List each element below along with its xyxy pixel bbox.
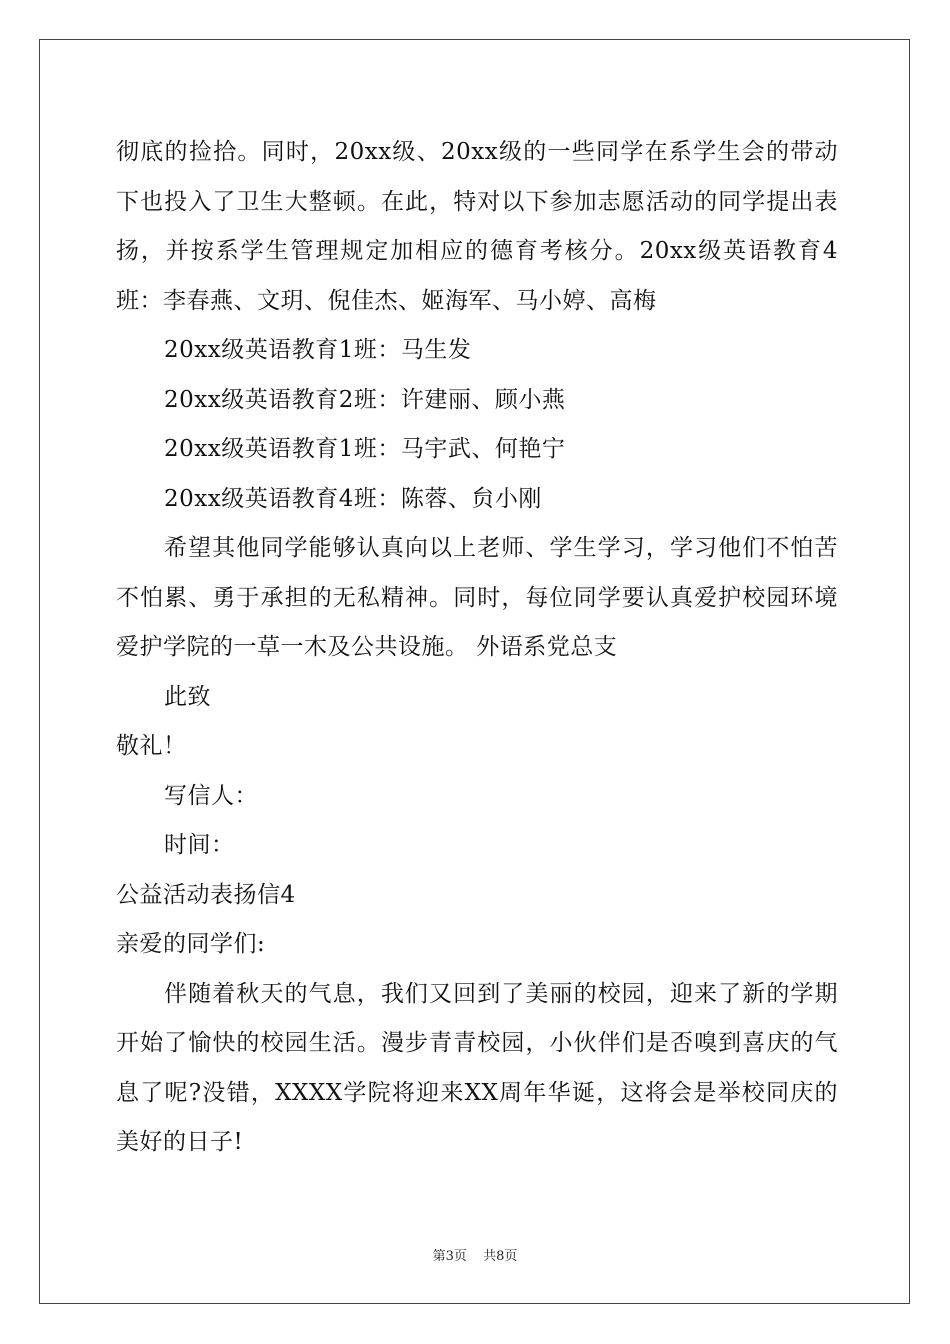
- class-list-line: 20xx级英语教育4班：陈蓉、贠小刚: [164, 485, 542, 512]
- closing-regards: 敬礼！: [116, 733, 187, 759]
- paragraph-line: 希望其他同学能够认真向以上老师、学生学习，学习他们不怕苦: [164, 535, 838, 561]
- paragraph-line: 下也投入了卫生大整顿。在此，特对以下参加志愿活动的同学提出表: [116, 188, 838, 215]
- paragraph-line: 开始了愉快的校园生活。漫步青青校园，小伙伴们是否嗅到喜庆的气: [116, 1030, 838, 1056]
- paragraph-line: 美好的日子!: [116, 1129, 244, 1155]
- class-list-line: 20xx级英语教育2班：许建丽、顾小燕: [164, 386, 566, 413]
- paragraph-line: 彻底的捡拾。同时，20xx级、20xx级的一些同学在系学生会的带动: [116, 139, 838, 165]
- page-number: 第3页: [432, 1249, 467, 1264]
- closing-salutation: 此致: [164, 683, 211, 710]
- section-title: 公益活动表扬信4: [116, 881, 296, 908]
- signature-writer: 写信人：: [164, 782, 258, 809]
- paragraph-line: 伴随着秋天的气息，我们又回到了美丽的校园，迎来了新的学期: [164, 980, 838, 1007]
- class-list-line: 20xx级英语教育1班：马宇武、何艳宁: [164, 436, 566, 462]
- signature-date: 时间：: [164, 832, 235, 858]
- page-total: 共8页: [483, 1249, 518, 1264]
- paragraph-line: 不怕累、勇于承担的无私精神。同时，每位同学要认真爱护校园环境: [116, 584, 838, 611]
- greeting: 亲爱的同学们:: [116, 931, 266, 957]
- class-list-line: 20xx级英语教育1班：马生发: [164, 337, 472, 363]
- document-body: [116, 128, 838, 1168]
- paragraph-line: 爱护学院的一草一木及公共设施。 外语系党总支: [116, 634, 618, 660]
- page-footer: [0, 1245, 950, 1264]
- paragraph-line: 班：李春燕、文玥、倪佳杰、姬海军、马小婷、高梅: [116, 287, 657, 314]
- paragraph-line: 扬，并按系学生管理规定加相应的德育考核分。20xx级英语教育4: [116, 238, 838, 264]
- paragraph-line: 息了呢?没错，XXXX学院将迎来XX周年华诞，这将会是举校同庆的: [116, 1079, 838, 1106]
